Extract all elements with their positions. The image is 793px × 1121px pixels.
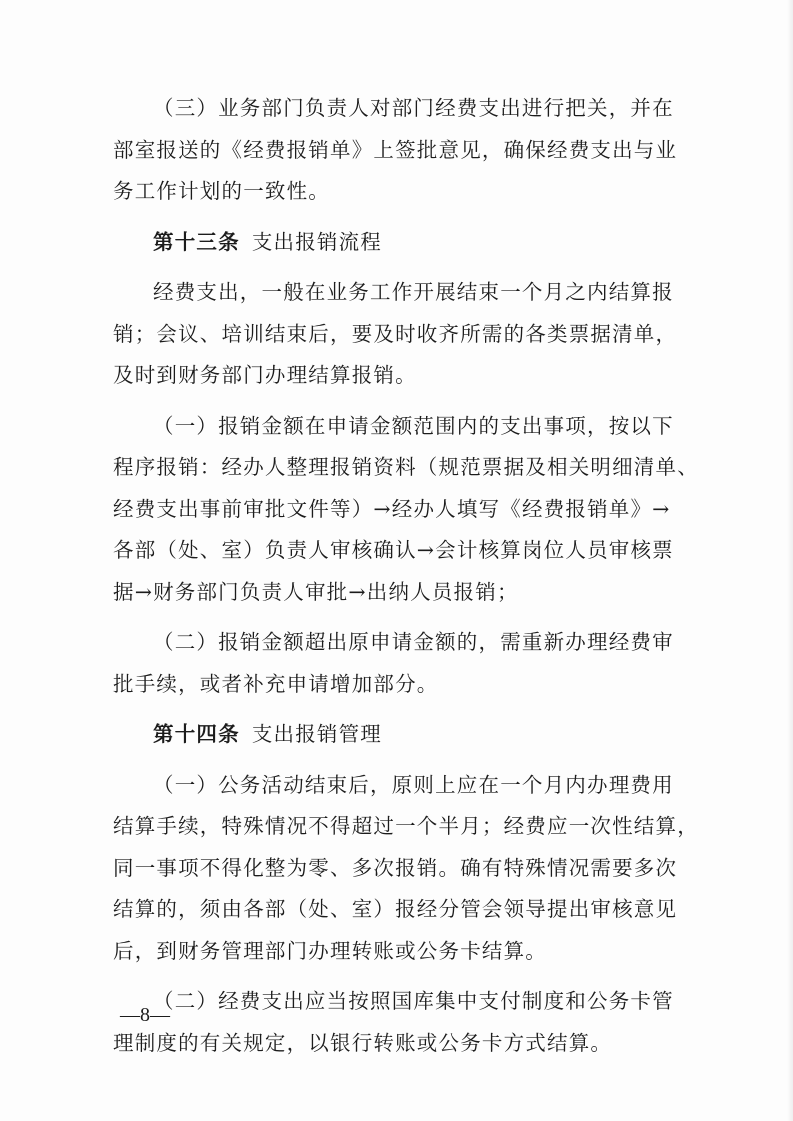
paragraph-line: 部室报送的《经费报销单》上签批意见，确保经费支出与业 (113, 137, 678, 162)
paragraph-line: 结算手续，特殊情况不得超过一个半月；经费应一次性结算， (113, 814, 699, 838)
paragraph-line: （二）经费支出应当按照国库集中支付制度和公务卡管 (153, 989, 674, 1013)
paragraph (113, 88, 690, 213)
paragraph-line: （一）报销金额在申请金额范围内的支出事项，按以下 (153, 413, 674, 438)
paragraph-line: 经费支出，一般在业务工作开展结束一个月之内结算报 (153, 280, 674, 304)
article-number: 第十四条 (153, 722, 240, 746)
paragraph (113, 622, 690, 705)
document-body (113, 88, 699, 1073)
paragraph-line: 程序报销：经办人整理报销资料（规范票据及相关明细清单、 (113, 455, 699, 479)
paragraph-line: 同一事项不得化整为零、多次报销。确有特殊情况需要多次 (113, 855, 678, 880)
paragraph-line: 经费支出事前审批文件等）→经办人填写《经费报销单》→ (113, 496, 671, 521)
paragraph-line: （二）报销金额超出原申请金额的，需重新办理经费审 (153, 630, 674, 654)
page-edge-shadow (787, 0, 793, 1121)
paragraph-line: 据→财务部门负责人审批→出纳人员报销； (113, 579, 519, 604)
paragraph-line: （三）业务部门负责人对部门经费支出进行把关，并在 (153, 96, 674, 120)
article-heading (113, 222, 690, 264)
article-title: 支出报销管理 (251, 722, 383, 746)
article-number: 第十三条 (153, 229, 240, 254)
page-number: —8— (120, 1004, 170, 1026)
paragraph (113, 981, 690, 1064)
paragraph-line: 后，到财务管理部门办理转账或公务卡结算。 (113, 938, 547, 963)
paragraph-line: 销；会议、培训结束后，要及时收齐所需的各类票据清单， (113, 321, 678, 346)
paragraph-line: 及时到财务部门办理结算报销。 (113, 363, 417, 387)
paragraph-line: 理制度的有关规定，以银行转账或公务卡方式结算。 (113, 1030, 613, 1055)
paragraph-line: 批手续，或者补充申请增加部分。 (113, 671, 439, 696)
paragraph-line: （一）公务活动结束后，原则上应在一个月内办理费用 (153, 772, 674, 797)
article-heading (113, 714, 690, 756)
paragraph (113, 272, 690, 397)
paragraph-line: 各部（处、室）负责人审核确认→会计核算岗位人员审核票 (113, 538, 674, 562)
paragraph-line: 务工作计划的一致性。 (113, 179, 330, 203)
paragraph (113, 765, 699, 973)
paragraph (113, 406, 699, 614)
article-title: 支出报销流程 (251, 229, 383, 254)
paragraph-line: 结算的，须由各部（处、室）报经分管会领导提出审核意见 (113, 897, 678, 921)
